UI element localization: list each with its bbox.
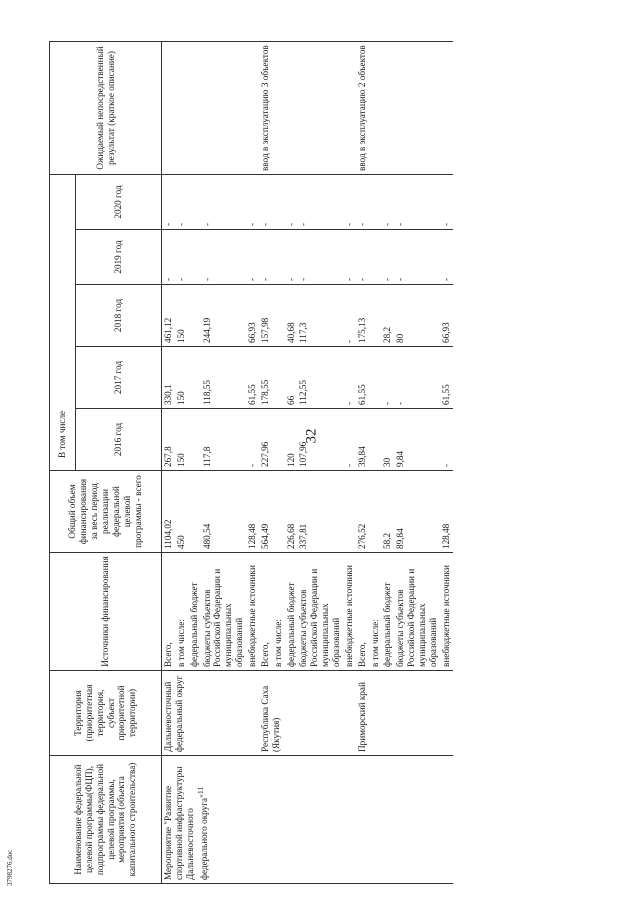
source-cell: Всего, bbox=[259, 553, 272, 671]
value-2016 bbox=[272, 409, 285, 471]
total-cell: 480,54 bbox=[201, 471, 246, 553]
value-2017: 66 bbox=[285, 347, 298, 409]
source-cell: внебюджетные источники bbox=[246, 553, 259, 671]
value-2018 bbox=[369, 285, 382, 347]
value-2016: 120 bbox=[285, 409, 298, 471]
value-2020 bbox=[369, 174, 382, 229]
value-2019: - bbox=[343, 230, 356, 285]
source-cell: федеральный бюджет bbox=[285, 553, 298, 671]
financing-table bbox=[49, 41, 453, 884]
header-2016: 2016 год bbox=[76, 409, 162, 471]
source-cell: в том числе: bbox=[369, 553, 382, 671]
activity-name: Мероприятие "Развитие спортивной инфраструктуры Дальневосточного федерального округа"$^{11}$ bbox=[162, 756, 453, 884]
value-2017 bbox=[188, 347, 201, 409]
value-2018: 461,12 bbox=[162, 285, 175, 347]
total-cell: 450 bbox=[175, 471, 188, 553]
value-2018: 157,98 bbox=[259, 285, 272, 347]
header-2019: 2019 год bbox=[76, 230, 162, 285]
value-2020 bbox=[188, 174, 201, 229]
header-total: Общий объем финансирования за весь период реализации федеральной целевой программы - всего bbox=[50, 471, 162, 553]
value-2020: - bbox=[381, 174, 394, 229]
total-cell: 128,48 bbox=[246, 471, 259, 553]
value-2018: 40,68 bbox=[285, 285, 298, 347]
result-cell bbox=[162, 41, 259, 174]
source-cell: внебюджетные источники bbox=[343, 553, 356, 671]
value-2016: 107,96 bbox=[297, 409, 342, 471]
value-2020: - bbox=[246, 174, 259, 229]
result-cell: ввод в эксплуатацию 2 объектов bbox=[356, 41, 453, 174]
value-2017: 150 bbox=[175, 347, 188, 409]
header-2017: 2017 год bbox=[76, 347, 162, 409]
value-2016: 150 bbox=[175, 409, 188, 471]
value-2017: 61,55 bbox=[440, 347, 453, 409]
total-cell bbox=[272, 471, 285, 553]
value-2016: 9,84 bbox=[394, 409, 439, 471]
territory-name: Дальневосточный федеральный округ bbox=[162, 671, 259, 756]
value-2018 bbox=[272, 285, 285, 347]
value-2020: - bbox=[259, 174, 272, 229]
value-2020: - bbox=[201, 174, 246, 229]
value-2020: - bbox=[162, 174, 175, 229]
total-cell: 226,68 bbox=[285, 471, 298, 553]
value-2016 bbox=[369, 409, 382, 471]
header-2020: 2020 год bbox=[76, 174, 162, 229]
value-2019: - bbox=[259, 230, 272, 285]
result-cell: ввод в эксплуатацию 3 объектов bbox=[259, 41, 356, 174]
rotated-page bbox=[49, 42, 614, 884]
value-2019: - bbox=[381, 230, 394, 285]
value-2020: - bbox=[440, 174, 453, 229]
value-2017: 118,55 bbox=[201, 347, 246, 409]
value-2019: - bbox=[297, 230, 342, 285]
source-cell: бюджеты субъектов Российской Федерации и муниципальных образований bbox=[201, 553, 246, 671]
value-2020: - bbox=[285, 174, 298, 229]
total-cell bbox=[369, 471, 382, 553]
page-number: 32 bbox=[303, 428, 320, 444]
total-cell: 58,2 bbox=[381, 471, 394, 553]
header-group: В том числе bbox=[50, 174, 76, 470]
value-2017 bbox=[369, 347, 382, 409]
footnote-mark: 11 bbox=[195, 786, 205, 795]
value-2019: - bbox=[175, 230, 188, 285]
value-2019: - bbox=[246, 230, 259, 285]
value-2018 bbox=[188, 285, 201, 347]
value-2017: 61,55 bbox=[356, 347, 369, 409]
source-cell: в том числе: bbox=[272, 553, 285, 671]
value-2018: 66,93 bbox=[440, 285, 453, 347]
territory-name: Республика Саха (Якутия) bbox=[259, 671, 356, 756]
value-2019: - bbox=[440, 230, 453, 285]
value-2018: 150 bbox=[175, 285, 188, 347]
value-2016: 267,8 bbox=[162, 409, 175, 471]
value-2016: 227,96 bbox=[259, 409, 272, 471]
value-2016: 117,8 bbox=[201, 409, 246, 471]
source-cell: Всего, bbox=[162, 553, 175, 671]
header-territory: Территория (приоритетная территория, субъект приоритетной территории) bbox=[50, 671, 162, 756]
value-2019: - bbox=[285, 230, 298, 285]
value-2020 bbox=[272, 174, 285, 229]
value-2016: - bbox=[246, 409, 259, 471]
value-2017: 61,55 bbox=[246, 347, 259, 409]
source-cell: внебюджетные источники bbox=[440, 553, 453, 671]
value-2018: 28,2 bbox=[381, 285, 394, 347]
header-program: Наименование федеральной целевой программы(ФЦП), подпрограммы федеральной целевой программы, мероприятия (объекта капитального строительства) bbox=[50, 756, 162, 884]
source-cell: федеральный бюджет bbox=[188, 553, 201, 671]
header-result: Ожидаемый непосредственный результат (краткое описание) bbox=[50, 41, 162, 174]
total-cell bbox=[343, 471, 356, 553]
total-cell: 337,81 bbox=[297, 471, 342, 553]
total-cell: 564,49 bbox=[259, 471, 272, 553]
value-2019 bbox=[188, 230, 201, 285]
header-sources: Источники финансирования bbox=[50, 553, 162, 671]
value-2019: - bbox=[201, 230, 246, 285]
source-cell: в том числе: bbox=[175, 553, 188, 671]
value-2017: 178,55 bbox=[259, 347, 272, 409]
total-cell: 89,84 bbox=[394, 471, 439, 553]
total-cell: 1104,02 bbox=[162, 471, 175, 553]
value-2019: - bbox=[162, 230, 175, 285]
value-2018: - bbox=[343, 285, 356, 347]
value-2016: 39,84 bbox=[356, 409, 369, 471]
value-2017: - bbox=[394, 347, 439, 409]
source-cell: Всего, bbox=[356, 553, 369, 671]
total-cell: 276,52 bbox=[356, 471, 369, 553]
value-2017 bbox=[272, 347, 285, 409]
source-cell: бюджеты субъектов Российской Федерации и муниципальных образований bbox=[297, 553, 342, 671]
value-2017: 112,55 bbox=[297, 347, 342, 409]
value-2017: - bbox=[381, 347, 394, 409]
value-2018: 175,13 bbox=[356, 285, 369, 347]
value-2019 bbox=[272, 230, 285, 285]
total-cell bbox=[188, 471, 201, 553]
value-2020: - bbox=[297, 174, 342, 229]
value-2020: - bbox=[343, 174, 356, 229]
territory-name: Приморский край bbox=[356, 671, 453, 756]
source-cell: бюджеты субъектов Российской Федерации и муниципальных образований bbox=[394, 553, 439, 671]
source-cell: федеральный бюджет bbox=[381, 553, 394, 671]
value-2017: 330,1 bbox=[162, 347, 175, 409]
value-2020: - bbox=[356, 174, 369, 229]
total-cell: 128,48 bbox=[440, 471, 453, 553]
value-2020: - bbox=[394, 174, 439, 229]
value-2018: 66,93 bbox=[246, 285, 259, 347]
value-2016: - bbox=[343, 409, 356, 471]
header-2018: 2018 год bbox=[76, 285, 162, 347]
value-2018: 244,19 bbox=[201, 285, 246, 347]
value-2019 bbox=[369, 230, 382, 285]
value-2016: - bbox=[440, 409, 453, 471]
value-2019: - bbox=[356, 230, 369, 285]
document-id: 3798276.doc bbox=[6, 849, 14, 886]
value-2019: - bbox=[394, 230, 439, 285]
value-2017: - bbox=[343, 347, 356, 409]
value-2018: 117,3 bbox=[297, 285, 342, 347]
value-2020: - bbox=[175, 174, 188, 229]
value-2016: 30 bbox=[381, 409, 394, 471]
value-2018: 80 bbox=[394, 285, 439, 347]
value-2016 bbox=[188, 409, 201, 471]
